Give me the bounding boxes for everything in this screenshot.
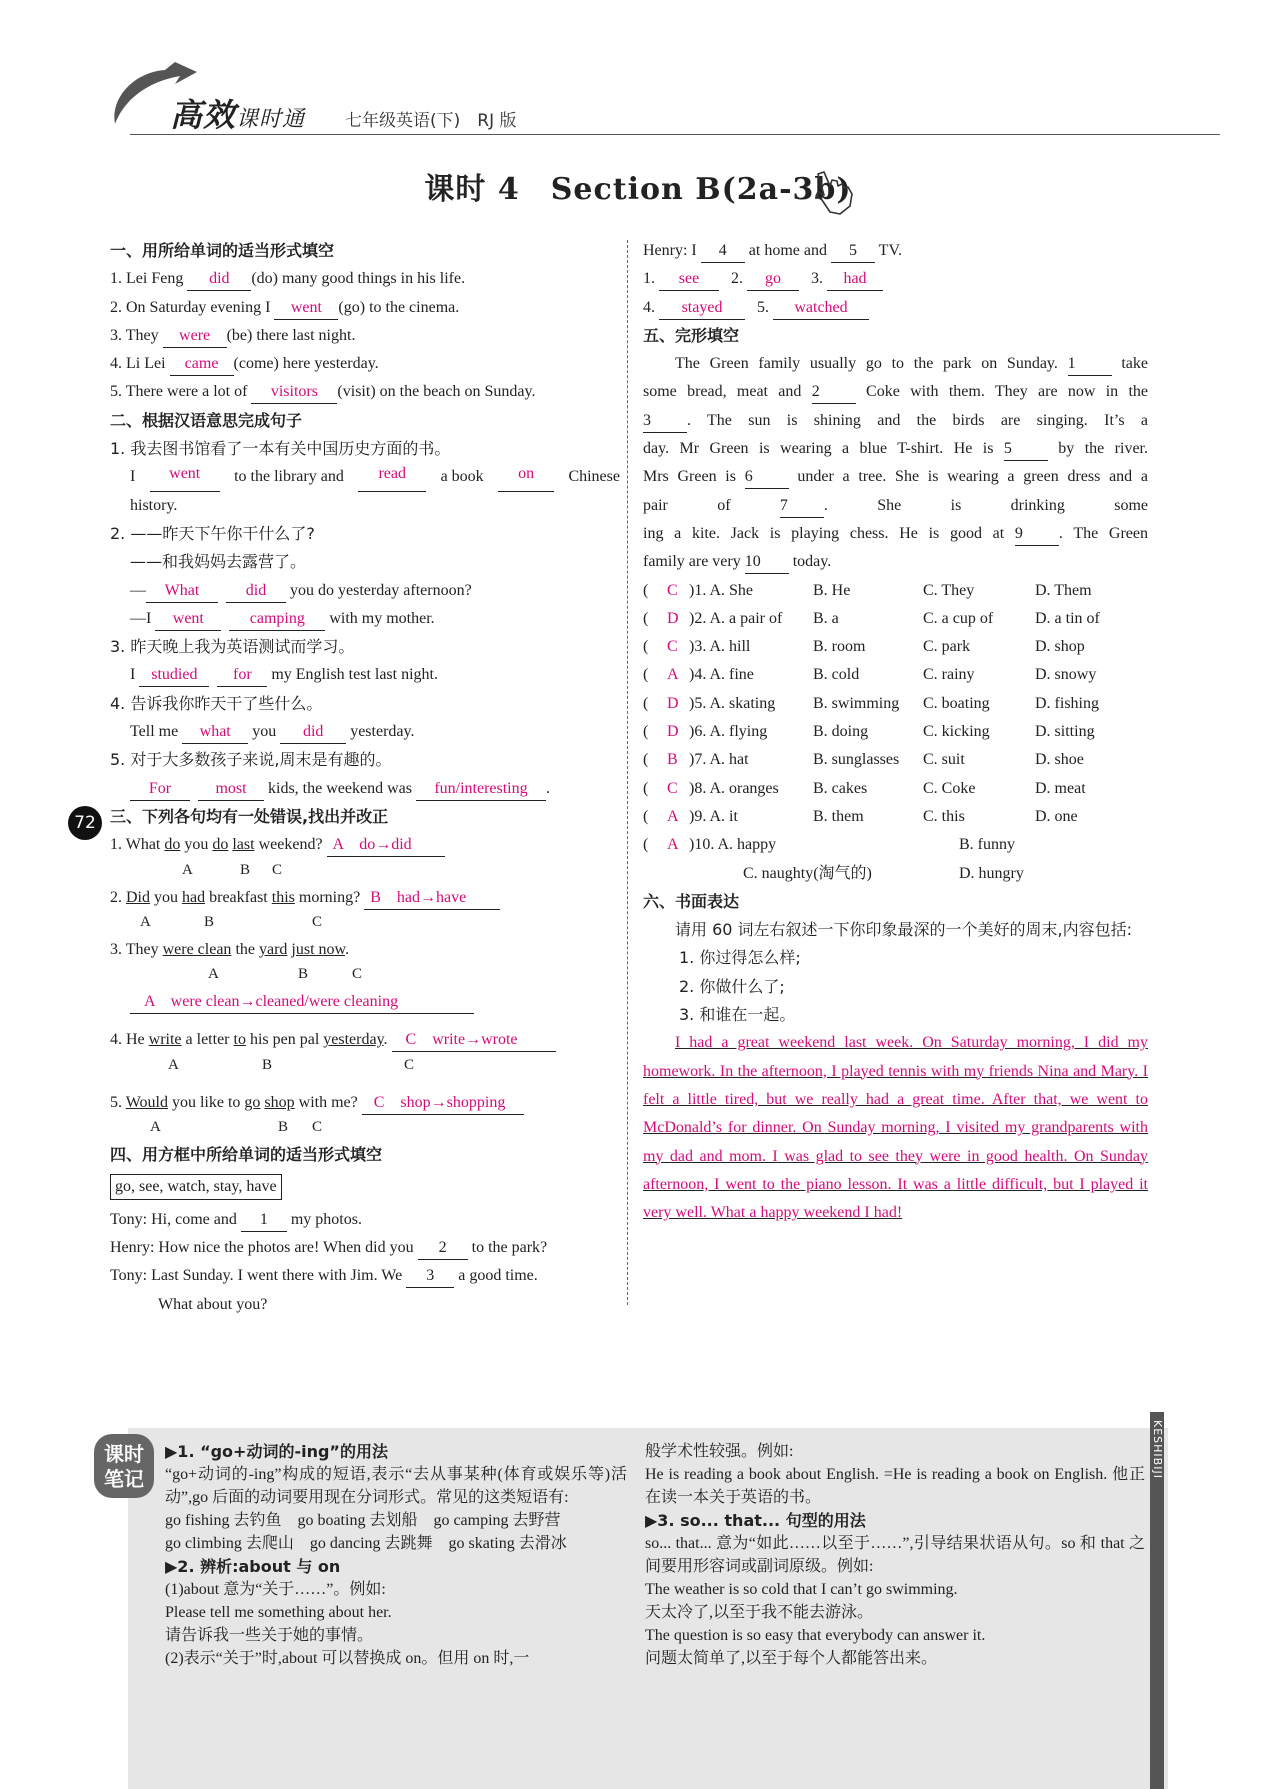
answer[interactable]: did bbox=[226, 580, 286, 603]
answer[interactable]: went bbox=[274, 297, 338, 320]
option-b: B. swimming bbox=[813, 694, 900, 712]
cloze-option-row: ( D )6. A. flying B. doing C. kicking D. sitting bbox=[643, 718, 1148, 746]
note-text: He is reading a book about English. =He is reading a book on English. 他正在读一本关于英语的书。 bbox=[645, 1466, 1145, 1506]
cloze-option-row: ( C )8. A. oranges B. cakes C. Coke D. meat bbox=[643, 775, 1148, 803]
answer[interactable]: B had→have bbox=[364, 887, 500, 910]
answer[interactable]: see bbox=[659, 268, 719, 291]
part5-heading: 五、完形填空 bbox=[643, 325, 740, 345]
p2-q3-cn: 3. 昨天晚上我为英语测试而学习。 bbox=[110, 637, 355, 657]
cloze-option-row: ( B )7. A. hat B. sunglasses C. suit D. shoe bbox=[643, 746, 1148, 774]
item-text: 2. On Saturday evening I bbox=[110, 298, 275, 316]
chosen-answer: D bbox=[667, 723, 679, 741]
p3-item-2-letters: A B C bbox=[140, 913, 323, 930]
cloze-line bbox=[643, 520, 1148, 548]
part1-items bbox=[110, 265, 620, 406]
answer[interactable]: came bbox=[170, 353, 234, 376]
option-a: )6. A. flying bbox=[689, 723, 768, 741]
option-b: B. He bbox=[813, 581, 851, 599]
option-a: )4. A. fine bbox=[689, 666, 754, 684]
blank[interactable]: 5 bbox=[831, 240, 875, 263]
cloze-text: family are very bbox=[643, 553, 745, 571]
p2-q2-en2: —I went camping with my mother. bbox=[110, 605, 620, 633]
cloze-option-row-10: ( A )10. A. happy B. funny bbox=[643, 836, 1015, 854]
answer[interactable]: C shop→shopping bbox=[362, 1092, 524, 1115]
cloze-option-row: ( C )3. A. hill B. room C. park D. shop bbox=[643, 633, 1148, 661]
brand-big: 高效 bbox=[170, 96, 237, 134]
cloze-text: under a tree. She is wearing a green dress and a bbox=[788, 468, 1148, 486]
option-b: B. room bbox=[813, 638, 866, 656]
cloze-line bbox=[643, 378, 1148, 406]
note-text: The question is so easy that everybody can answer it. bbox=[645, 1627, 986, 1644]
option-c: C. suit bbox=[923, 751, 965, 769]
option-b: B. them bbox=[813, 807, 864, 825]
answer[interactable]: had bbox=[827, 268, 883, 291]
p2-q4-en: Tell me what you did yesterday. bbox=[110, 718, 620, 746]
header-rule bbox=[130, 134, 1220, 135]
essay-answer: I had a great weekend last week. On Saturday morning, I did my homework. In the afternoon, I played tennis with my friends Nina and Mary. I felt a little tired, but we really had a great time. After that, we went to McDonald’s for dinner. On Sunday morning, I visited my grandparents with my dad and mom. I was glad to see they were in good health. On Sunday afternoon, I went to the piano lesson. It was a little difficult, but I played it very well. What a happy weekend I had! bbox=[643, 1034, 1148, 1222]
cloze-text: . The Green bbox=[1058, 524, 1149, 542]
chosen-answer: A bbox=[667, 666, 679, 684]
answer[interactable]: C write→wrote bbox=[392, 1029, 556, 1052]
writing-point-3: 3. 和谁在一起。 bbox=[679, 1005, 796, 1025]
p3-item-5: 5. Would you like to go shop with me? C shop→shopping bbox=[110, 1089, 620, 1117]
page-title: 课时 4 Section B(2a-3b) bbox=[424, 172, 852, 207]
blank[interactable]: 2 bbox=[418, 1237, 468, 1260]
chosen-answer: C bbox=[667, 779, 678, 797]
writing-point-2: 2. 你做什么了; bbox=[679, 976, 785, 996]
cloze-blank[interactable]: 6 bbox=[745, 466, 789, 489]
cloze-text: take bbox=[1111, 355, 1149, 373]
option-b: B. cold bbox=[813, 666, 860, 684]
p2-q5-cn: 5. 对于大多数孩子来说,周末是有趣的。 bbox=[110, 750, 392, 770]
part2-heading: 二、根据汉语意思完成句子 bbox=[110, 410, 303, 430]
answer[interactable]: most bbox=[198, 778, 264, 801]
option-c: C. rainy bbox=[923, 666, 975, 684]
chosen-answer: B bbox=[667, 751, 678, 769]
option-d: D. fishing bbox=[1035, 694, 1099, 712]
note-text: The weather is so cold that I can’t go swimming. bbox=[645, 1581, 958, 1598]
page-number: 72 bbox=[68, 806, 102, 840]
notes-badge: 课时 笔记 bbox=[94, 1434, 154, 1498]
cloze-option-row: ( A )9. A. it B. them C. this D. one bbox=[643, 803, 1148, 831]
option-d: D. meat bbox=[1035, 779, 1086, 797]
p3-item-5-letters: A B C bbox=[150, 1119, 323, 1136]
note-heading: ▶1. “go+动词的-ing”的用法 bbox=[165, 1442, 388, 1461]
notes-left bbox=[165, 1440, 627, 1670]
writing-prompt: 请用 60 词左右叙述一下你印象最深的一个美好的周末,内容包括: bbox=[675, 920, 1133, 940]
p3-item-4: 4. He write a letter to his pen pal yesterday. C write→wrote bbox=[110, 1026, 620, 1054]
answer[interactable]: on bbox=[498, 463, 554, 491]
cloze-blank[interactable]: 5 bbox=[1004, 438, 1048, 461]
cloze-text: some bread, meat and bbox=[643, 383, 812, 401]
option-a: )2. A. a pair of bbox=[689, 609, 783, 627]
p4-dialog-3b: What about you? bbox=[158, 1295, 268, 1313]
option-d: D. shop bbox=[1035, 638, 1085, 656]
cloze-text: . The sun is shining and the birds are singing. It’s a bbox=[687, 411, 1148, 429]
item-text: 5. There were a lot of bbox=[110, 383, 252, 401]
answer[interactable]: what bbox=[182, 721, 248, 744]
p3-item-3: 3. They were clean the yard just now. bbox=[110, 940, 350, 958]
cloze-blank[interactable]: 1 bbox=[1068, 353, 1112, 376]
cloze-text: day. Mr Green is wearing a blue T-shirt. He is bbox=[643, 440, 1004, 458]
p2-q3-en: I studied for my English test last night. bbox=[110, 661, 620, 689]
p3-item-3-letters: A B C bbox=[208, 966, 363, 983]
answer[interactable]: went bbox=[155, 608, 221, 631]
item-text: (go) to the cinema. bbox=[338, 298, 460, 316]
p2-q5-en: For most kids, the weekend was fun/interesting . bbox=[110, 775, 620, 803]
note-heading: ▶3. so... that... 句型的用法 bbox=[645, 1511, 866, 1530]
answer[interactable]: studied bbox=[139, 664, 209, 687]
chosen-answer: D bbox=[667, 609, 679, 627]
pointing-hand-icon bbox=[810, 168, 856, 216]
option-b: B. a bbox=[813, 609, 839, 627]
cloze-text: The Green family usually go to the park on Sunday. bbox=[675, 355, 1068, 373]
answer[interactable]: watched bbox=[773, 297, 869, 320]
word-box: go, see, watch, stay, have bbox=[110, 1174, 282, 1200]
notes-right bbox=[645, 1440, 1145, 1670]
column-divider bbox=[627, 240, 628, 1305]
p3-item-4-letters: A B C bbox=[168, 1056, 415, 1073]
left-column bbox=[110, 237, 620, 1319]
cloze-text: by the river. bbox=[1047, 440, 1149, 458]
right-column bbox=[643, 237, 1148, 1227]
cloze-options bbox=[643, 577, 1148, 832]
cloze-line bbox=[643, 350, 1148, 378]
chosen-answer: C bbox=[667, 638, 678, 656]
notes-side-tag: KESHIBIJI bbox=[1151, 1420, 1164, 1479]
answer[interactable]: did bbox=[280, 721, 346, 744]
p3-item-1: 1. What do you do last weekend? A do→did bbox=[110, 831, 620, 859]
cloze-text: . She is drinking some bbox=[823, 496, 1149, 514]
answer[interactable]: visitors bbox=[251, 381, 337, 404]
p1-item bbox=[110, 378, 620, 406]
p4-dialog-1: Tony: Hi, come and 1 my photos. bbox=[110, 1206, 620, 1234]
note-text: (2)表示“关于”时,about 可以替换成 on。但用 on 时,一 bbox=[165, 1650, 530, 1667]
answer[interactable]: stayed bbox=[659, 297, 745, 320]
blank[interactable]: 1 bbox=[241, 1209, 287, 1232]
cloze-blank[interactable]: 9 bbox=[1015, 523, 1059, 546]
answer[interactable]: What bbox=[146, 580, 218, 603]
answer[interactable]: did bbox=[187, 268, 251, 291]
chosen-answer: D bbox=[667, 694, 679, 712]
cloze-blank[interactable]: 10 bbox=[745, 551, 789, 574]
item-text: (visit) on the beach on Sunday. bbox=[337, 383, 536, 401]
cloze-blank[interactable]: 2 bbox=[812, 381, 856, 404]
option-a: )3. A. hill bbox=[689, 638, 751, 656]
answer[interactable]: read bbox=[358, 463, 426, 491]
cloze-line bbox=[643, 435, 1148, 463]
p2-q1-en: I went to the library and read a book on Chinese bbox=[110, 463, 620, 491]
cloze-text: ing a kite. Jack is playing chess. He is good at bbox=[643, 524, 1015, 542]
option-b: B. sunglasses bbox=[813, 751, 900, 769]
p1-item bbox=[110, 350, 620, 378]
note-text: go climbing 去爬山 go dancing 去跳舞 go skating 去滑冰 bbox=[165, 1535, 567, 1552]
option-d: D. shoe bbox=[1035, 751, 1084, 769]
cloze-option-row-10b: C. naughty(淘气的) D. hungry bbox=[743, 864, 1024, 882]
option-d: D. a tin of bbox=[1035, 609, 1100, 627]
cloze-text: today. bbox=[788, 553, 832, 571]
answer[interactable]: A were clean→cleaned/were cleaning bbox=[130, 991, 474, 1014]
item-text: (do) many good things in his life. bbox=[251, 270, 466, 288]
p1-item bbox=[110, 265, 620, 293]
p3-item-3-answer-line bbox=[110, 988, 620, 1016]
p1-item bbox=[110, 294, 620, 322]
option-d: D. one bbox=[1035, 807, 1078, 825]
cloze-text: Coke with them. They are now in the bbox=[855, 383, 1149, 401]
cloze-option-row: ( C )1. A. She B. He C. They D. Them bbox=[643, 577, 1148, 605]
cloze-text: Mrs Green is bbox=[643, 468, 745, 486]
chosen-answer: C bbox=[667, 581, 678, 599]
answer[interactable]: A do→did bbox=[327, 834, 445, 857]
part1-heading: 一、用所给单词的适当形式填空 bbox=[110, 241, 335, 260]
cloze-option-row: ( D )2. A. a pair of B. a C. a cup of D. a tin of bbox=[643, 605, 1148, 633]
option-c: C. this bbox=[923, 807, 965, 825]
answer[interactable]: for bbox=[217, 664, 267, 687]
blank[interactable]: 3 bbox=[406, 1265, 454, 1288]
p4-dialog-2: Henry: How nice the photos are! When did you 2 to the park? bbox=[110, 1234, 620, 1262]
item-text: (be) there last night. bbox=[226, 326, 356, 344]
option-c: C. They bbox=[923, 581, 975, 599]
answer[interactable]: fun/interesting bbox=[416, 778, 546, 801]
header-brand bbox=[170, 90, 305, 136]
note-text: so... that... 意为“如此……以至于……”,引导结果状语从句。so 和 that 之间要用形容词或副词原级。例如: bbox=[645, 1535, 1145, 1575]
option-a: )7. A. hat bbox=[689, 751, 749, 769]
header-subtitle: 七年级英语(下) RJ 版 bbox=[345, 111, 517, 131]
option-d: D. sitting bbox=[1035, 723, 1095, 741]
p2-q2-cn2: ——和我妈妈去露营了。 bbox=[130, 552, 307, 572]
chosen-answer: A bbox=[667, 807, 679, 825]
note-text: go fishing 去钓鱼 go boating 去划船 go camping 去野营 bbox=[165, 1512, 561, 1529]
cloze-line bbox=[643, 548, 1148, 576]
cloze-option-row: ( A )4. A. fine B. cold C. rainy D. snowy bbox=[643, 661, 1148, 689]
blank[interactable]: 4 bbox=[701, 240, 745, 263]
cloze-option-row: ( D )5. A. skating B. swimming C. boating D. fishing bbox=[643, 690, 1148, 718]
item-text: 3. They bbox=[110, 326, 163, 344]
cloze-text: pair of bbox=[643, 496, 780, 514]
note-heading: ▶2. 辨析:about 与 on bbox=[165, 1557, 341, 1576]
p2-q1-cn: 1. 我去图书馆看了一本有关中国历史方面的书。 bbox=[110, 439, 451, 459]
p3-item-2: 2. Did you had breakfast this morning? B had→have bbox=[110, 884, 620, 912]
p4-dialog-3: Tony: Last Sunday. I went there with Jim. We 3 a good time. bbox=[110, 1262, 620, 1290]
option-b: B. cakes bbox=[813, 779, 868, 797]
option-a: )1. A. She bbox=[689, 581, 753, 599]
p1-item bbox=[110, 322, 620, 350]
option-c: C. Coke bbox=[923, 779, 976, 797]
cloze-blank[interactable]: 3 bbox=[643, 410, 687, 433]
part4-heading: 四、用方框中所给单词的适当形式填空 bbox=[110, 1145, 383, 1165]
cloze-blank[interactable]: 7 bbox=[780, 495, 824, 518]
option-d: D. snowy bbox=[1035, 666, 1097, 684]
writing-point-1: 1. 你过得怎么样; bbox=[679, 948, 801, 968]
p4-answers-row2: 4. stayed 5. watched bbox=[643, 294, 1148, 322]
cloze-passage bbox=[643, 350, 1148, 576]
note-text: 天太冷了,以至于我不能去游泳。 bbox=[645, 1604, 874, 1621]
p2-q2-cn: 2. ——昨天下午你干什么了? bbox=[110, 523, 315, 543]
p2-q4-cn: 4. 告诉我你昨天干了些什么。 bbox=[110, 693, 323, 713]
p4-answers-row1: 1. see 2. go 3. had bbox=[643, 265, 1148, 293]
cloze-line bbox=[643, 407, 1148, 435]
note-text: (1)about 意为“关于……”。例如: bbox=[165, 1581, 386, 1598]
cloze-line bbox=[643, 463, 1148, 491]
answer[interactable]: went bbox=[150, 463, 220, 491]
p3-item-1-letters: A B C bbox=[182, 861, 283, 878]
note-text: 问题太简单了,以至于每个人都能答出来。 bbox=[645, 1650, 938, 1667]
p4-dialog-4: Henry: I 4 at home and 5 TV. bbox=[643, 237, 1148, 265]
p2-q2-en1: — What did you do yesterday afternoon? bbox=[110, 577, 620, 605]
answer[interactable]: For bbox=[130, 778, 190, 801]
option-c: C. park bbox=[923, 638, 971, 656]
brand-small: 课时通 bbox=[236, 107, 306, 132]
note-text: 般学术性较强。例如: bbox=[645, 1443, 794, 1460]
option-c: C. boating bbox=[923, 694, 990, 712]
note-text: Please tell me something about her. bbox=[165, 1604, 392, 1621]
cloze-line bbox=[643, 492, 1148, 520]
option-c: C. a cup of bbox=[923, 609, 994, 627]
answer[interactable]: were bbox=[163, 325, 227, 348]
option-a: )9. A. it bbox=[689, 807, 738, 825]
part6-heading: 六、书面表达 bbox=[643, 891, 740, 911]
item-text: (come) here yesterday. bbox=[233, 355, 379, 373]
option-b: B. doing bbox=[813, 723, 869, 741]
item-text: 4. Li Lei bbox=[110, 355, 170, 373]
answer[interactable]: go bbox=[747, 268, 799, 291]
note-text: “go+动词的-ing”构成的短语,表示“去从事某种(体育或娱乐等)活动”,go 后面的动词要用现在分词形式。常见的这类短语有: bbox=[165, 1466, 627, 1506]
option-c: C. kicking bbox=[923, 723, 990, 741]
answer[interactable]: camping bbox=[229, 608, 325, 631]
note-text: 请告诉我一些关于她的事情。 bbox=[165, 1627, 374, 1644]
p4-word-box-row bbox=[110, 1173, 620, 1201]
option-a: )8. A. oranges bbox=[689, 779, 779, 797]
option-a: )5. A. skating bbox=[689, 694, 776, 712]
item-text: 1. Lei Feng bbox=[110, 270, 188, 288]
option-d: D. Them bbox=[1035, 581, 1092, 599]
part3-heading: 三、下列各句均有一处错误,找出并改正 bbox=[110, 806, 389, 826]
p2-q1-en2: history. bbox=[130, 496, 178, 514]
